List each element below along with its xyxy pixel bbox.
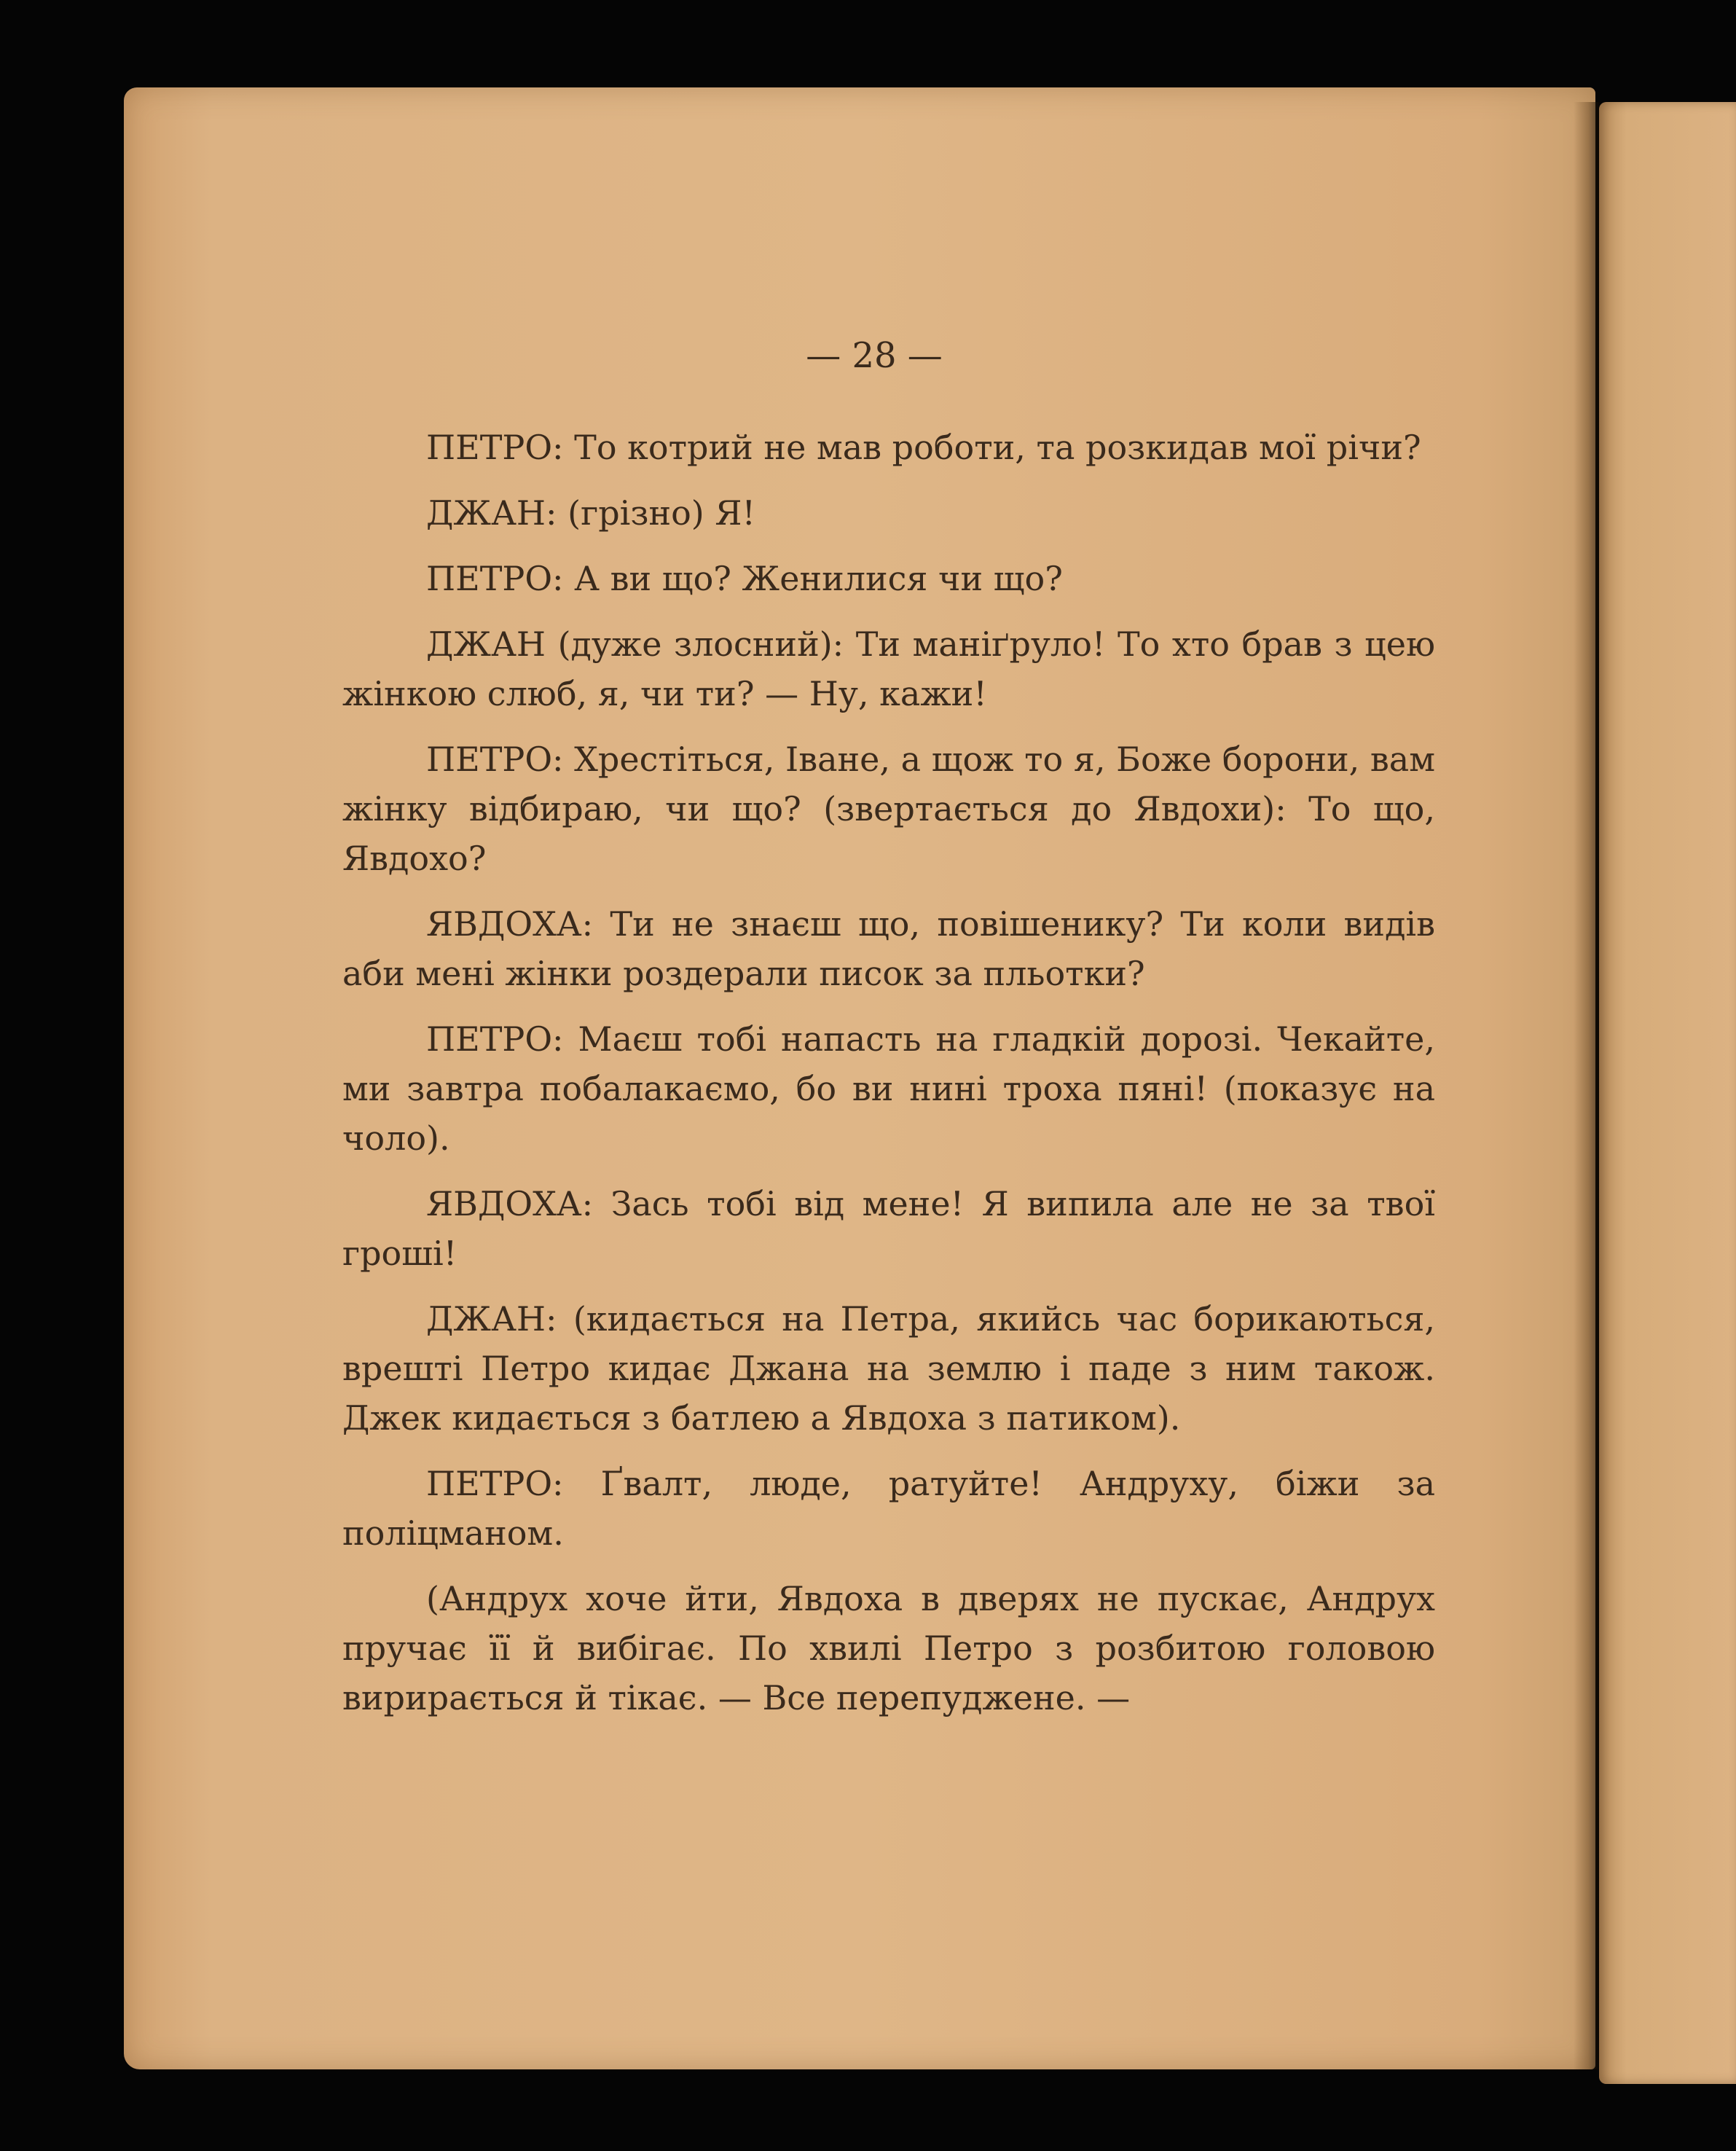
paragraph-1: ПЕТРО: То котрий не мав роботи, та розкидав мої річи?	[426, 428, 1421, 467]
paragraph-3: ПЕТРО: А ви що? Женилися чи що?	[426, 559, 1063, 598]
page-number: — 28 —	[806, 335, 943, 376]
book-spine	[1574, 102, 1603, 2069]
paragraph-11: (Андрух хоче йти, Явдоха в дверях не пускає, Андрух пручає її й вибігає. По хвилі Петро з розбитою головою вирирається й тікає. — Все перепуджене. —	[342, 1579, 1435, 1717]
paragraph-10: ПЕТРО: Ґвалт, люде, ратуйте! Андруху, біжи за поліцманом.	[342, 1464, 1435, 1553]
paragraph-2: ДЖАН: (грізно) Я!	[426, 493, 756, 533]
paragraph-5: ПЕТРО: Хрестіться, Іване, а щож то я, Боже борони, вам жінку відбираю, чи що? (звертається до Явдохи): То що, Явдохо?	[342, 740, 1435, 878]
paragraph-8: ЯВДОХА: Зась тобі від мене! Я випила але не за твої гроші!	[342, 1184, 1435, 1273]
paragraph-7: ПЕТРО: Маєш тобі напасть на гладкій дорозі. Чекайте, ми завтра побалакаємо, бо ви нині троха пяні! (показує на чоло).	[342, 1019, 1435, 1158]
page-text	[342, 423, 1435, 1739]
paragraph-4: ДЖАН (дуже злосний): Ти маніґруло! То хто брав з цею жінкою слюб, я, чи ти? — Ну, кажи!	[342, 624, 1435, 713]
paragraph-6: ЯВДОХА: Ти не знаєш що, повішенику? Ти коли видів аби мені жінки роздерали писок за пльотки?	[342, 904, 1435, 993]
paragraph-9: ДЖАН: (кидається на Петра, якийсь час борикаються, врешті Петро кидає Джана на землю і паде з ним також. Джек кидається з батлею а Явдоха з патиком).	[342, 1299, 1435, 1438]
right-page-edge	[1599, 102, 1736, 2084]
